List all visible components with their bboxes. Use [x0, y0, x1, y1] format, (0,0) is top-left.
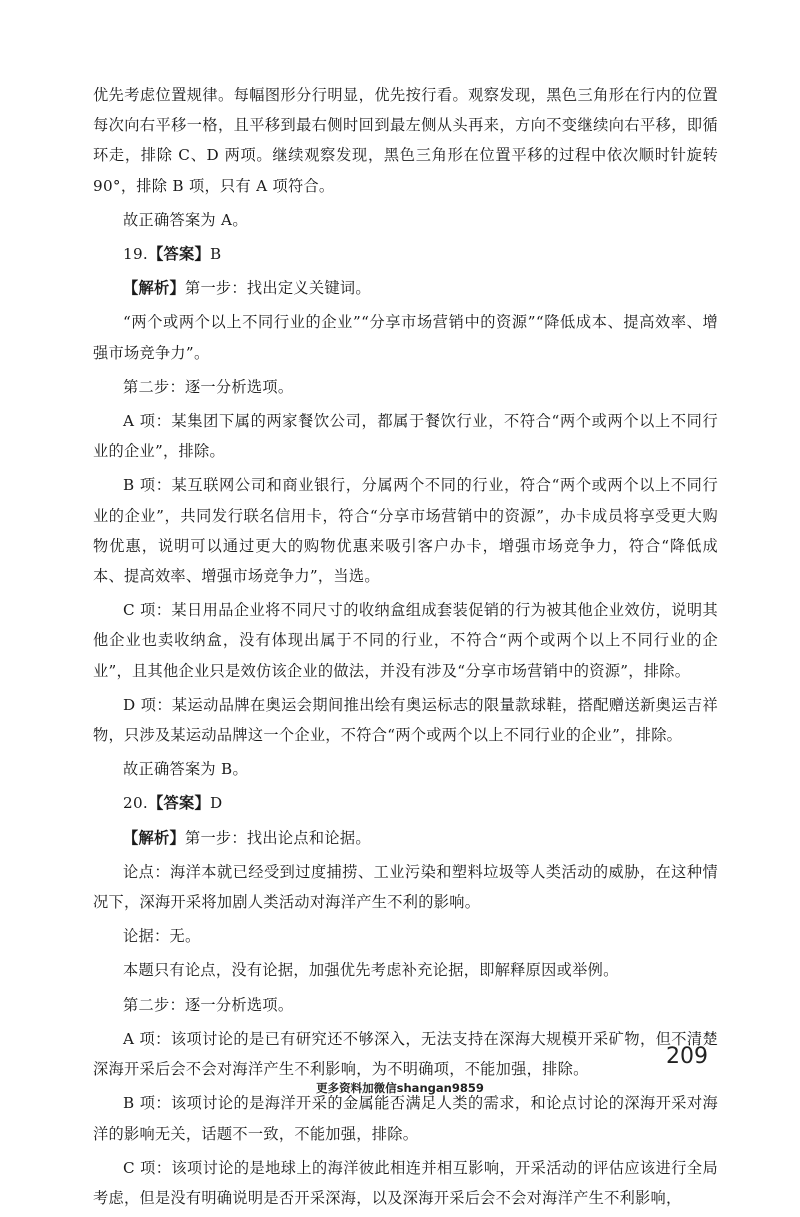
option-d: D 项：某运动品牌在奥运会期间推出绘有奥运标志的限量款球鞋，搭配赠送新奥运吉祥物，只涉及某运动品牌这一个企业，不符合“两个或两个以上不同行业的企业”，排除。	[93, 695, 718, 745]
paragraph: 本题只有论点，没有论据，加强优先考虑补充论据，即解释原因或举例。	[123, 961, 619, 980]
conclusion-line: 故正确答案为 A。	[123, 210, 248, 229]
option-b: B 项：该项讨论的是海洋开采的金属能否满足人类的需求，和论点讨论的深海开采对海洋的影响无关，话题不一致，不能加强，排除。	[93, 1094, 718, 1143]
option-a: A 项：某集团下属的两家餐饮公司，都属于餐饮行业，不符合“两个或两个以上不同行业的企业”，排除。	[93, 412, 718, 461]
answer-value: D	[210, 794, 223, 813]
body-text	[93, 80, 718, 1217]
analysis-text: 第一步：找出论点和论据。	[184, 828, 371, 847]
conclusion-line: 故正确答案为 B。	[123, 760, 249, 779]
answer-value: B	[210, 245, 222, 264]
option-c: C 项：该项讨论的是地球上的海洋彼此相连并相互影响，开采活动的评估应该进行全局考虑，但是没有明确说明是否开采深海，以及深海开采后会不会对海洋产生不利影响，	[93, 1158, 718, 1207]
page-number: 209	[666, 1044, 708, 1069]
option-a: A 项：该项讨论的是已有研究还不够深入，无法支持在深海大规模开采矿物，但不清楚深海开采后会不会对海洋产生不利影响，为不明确项，不能加强，排除。	[93, 1029, 718, 1079]
analysis-label: 【解析】	[123, 279, 185, 298]
option-c: C 项：某日用品企业将不同尺寸的收纳盒组成套装促销的行为被其他企业效仿，说明其他企业也卖收纳盒，没有体现出属于不同的行业，不符合“两个或两个以上不同行业的企业”，且其他企业只是效仿该企业的做法，并没有涉及“分享市场营销中的资源”，排除。	[93, 601, 718, 680]
paragraph: 论点：海洋本就已经受到过度捕捞、工业污染和塑料垃圾等人类活动的威胁，在这种情况下，深海开采将加剧人类活动对海洋产生不利的影响。	[93, 862, 718, 912]
option-b: B 项：某互联网公司和商业银行，分属两个不同的行业，符合“两个或两个以上不同行业的企业”，共同发行联名信用卡，符合“分享市场营销中的资源”，办卡成员将享受更大购物优惠，说明可以通过更大的购物优惠来吸引客户办卡，增强市场竞争力，符合“降低成本、提高效率、增强市场竞争力”，当选。	[93, 476, 718, 586]
answer-label: 【答案】	[148, 245, 211, 264]
footer-note: 更多资料加微信shangan9859	[316, 1081, 484, 1095]
analysis-heading	[93, 823, 718, 853]
answer-label: 【答案】	[148, 794, 211, 813]
paragraph: 第二步：逐一分析选项。	[123, 995, 294, 1014]
paragraph: 第二步：逐一分析选项。	[123, 377, 294, 396]
question-number: 20.	[123, 794, 149, 813]
analysis-label: 【解析】	[123, 828, 185, 847]
question-number: 19.	[123, 245, 149, 264]
paragraph: “两个或两个以上不同行业的企业”“分享市场营销中的资源”“降低成本、提高效率、增强市场竞争力”。	[93, 313, 718, 362]
paragraph: 论据：无。	[123, 927, 201, 946]
paragraph: 优先考虑位置规律。每幅图形分行明显，优先按行看。观察发现，黑色三角形在行内的位置每次向右平移一格，且平移到最右侧时回到最左侧从头再来，方向不变继续向右平移，即循环走，排除 C、D 两项。继续观察发现，黑色三角形在位置平移的过程中依次顺时针旋转 90°，排除 B 项，只有 A 项符合。	[93, 86, 718, 195]
answer-heading-20	[93, 788, 718, 818]
answer-heading-19	[93, 239, 718, 269]
analysis-text: 第一步：找出定义关键词。	[184, 279, 371, 298]
analysis-heading	[93, 273, 718, 303]
